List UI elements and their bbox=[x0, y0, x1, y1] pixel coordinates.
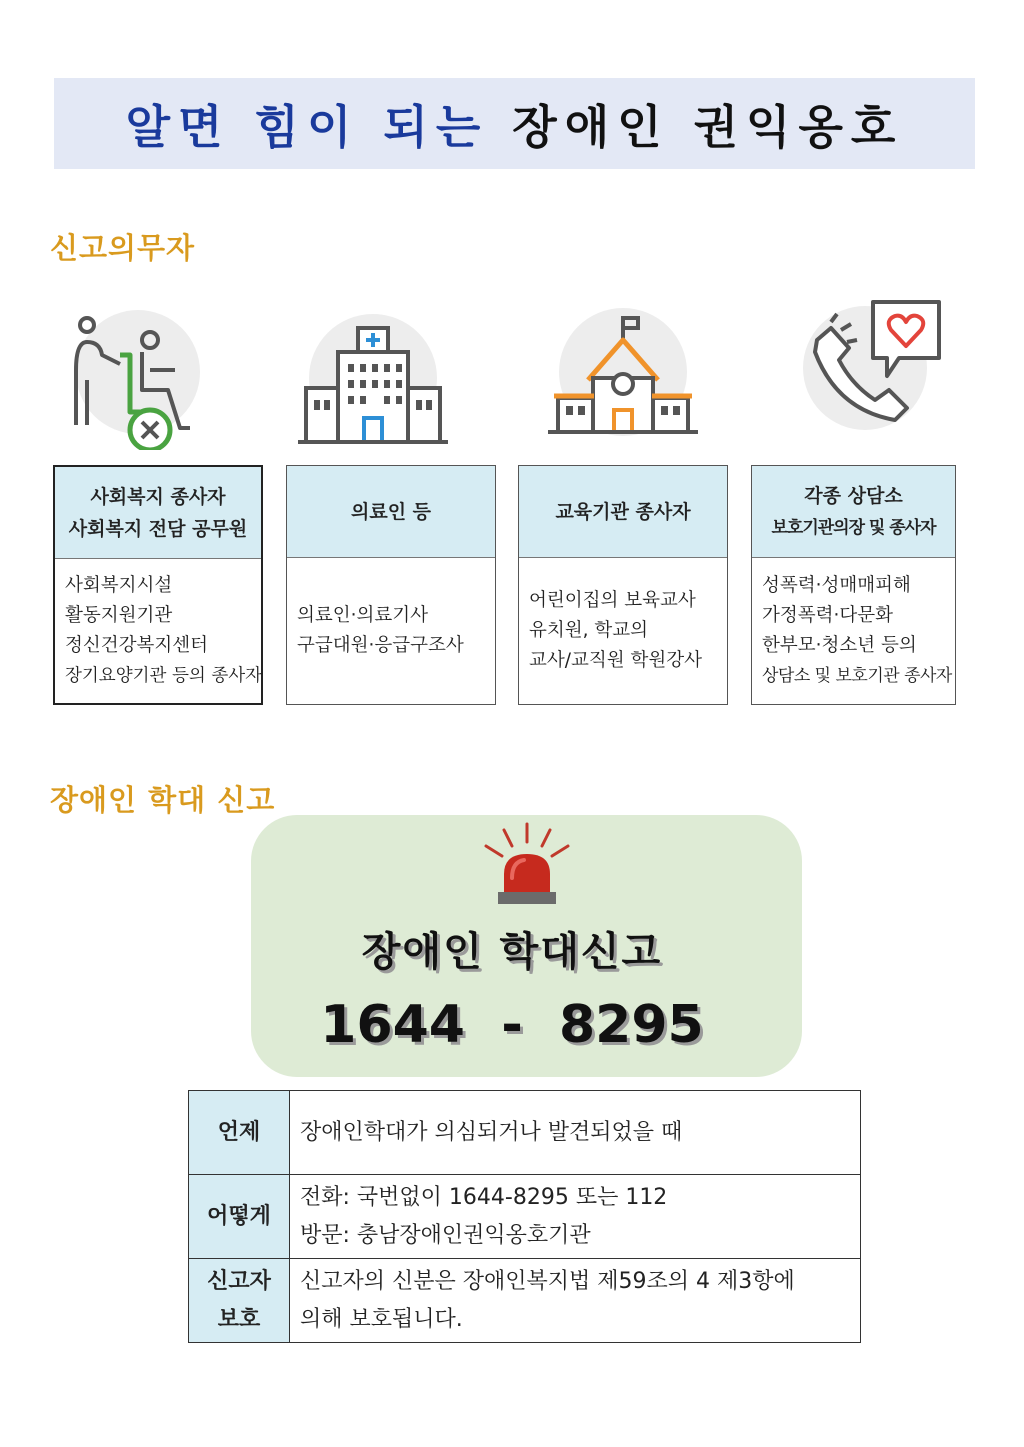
card-title-line: 보호기관의장 및 종사자 bbox=[771, 517, 936, 538]
value-line: 장애인학대가 의심되거나 발견되었을 때 bbox=[300, 1119, 683, 1145]
hotline-number: 1644 - 8295 bbox=[320, 995, 704, 1055]
card-body bbox=[287, 557, 495, 704]
card-title-line: 각종 상담소 bbox=[804, 484, 903, 507]
card-line: 사회복지시설 bbox=[65, 574, 173, 596]
card-line: 장기요양기관 등의 종사자 bbox=[65, 665, 263, 686]
hotline-title: 장애인 학대신고 bbox=[361, 929, 663, 975]
card-title-line: 의료인 등 bbox=[350, 500, 432, 523]
card-line: 의료인·의료기사 bbox=[297, 604, 428, 626]
label-line: 보호 bbox=[217, 1306, 261, 1332]
title-banner bbox=[54, 78, 975, 169]
card-header bbox=[752, 466, 955, 558]
page-title bbox=[126, 91, 904, 157]
card-line: 구급대원·응급구조사 bbox=[297, 634, 464, 656]
card-education bbox=[518, 465, 728, 705]
card-line: 한부모·청소년 등의 bbox=[762, 634, 917, 656]
table-row bbox=[189, 1091, 861, 1175]
section-heading-mandatory-reporters: 신고의무자 bbox=[50, 231, 196, 265]
card-line: 정신건강복지센터 bbox=[65, 634, 208, 656]
row-label-reporter-protection bbox=[189, 1259, 290, 1343]
value-line: 방문: 충남장애인권익옹호기관 bbox=[300, 1222, 591, 1248]
value-line: 의해 보호됩니다. bbox=[300, 1306, 463, 1332]
row-value bbox=[290, 1175, 861, 1259]
row-value bbox=[290, 1091, 861, 1175]
card-social-welfare bbox=[53, 465, 263, 705]
school-icon bbox=[548, 300, 698, 450]
card-body bbox=[519, 557, 727, 704]
card-title-line: 사회복지 전담 공무원 bbox=[68, 517, 248, 540]
card-header bbox=[55, 467, 261, 559]
card-line: 상담소 및 보호기관 종사자 bbox=[762, 665, 952, 686]
card-body bbox=[55, 558, 261, 703]
value-line: 전화: 국번없이 1644-8295 또는 112 bbox=[300, 1184, 668, 1210]
card-line: 성폭력·성매매피해 bbox=[762, 574, 911, 596]
siren-icon bbox=[482, 822, 572, 906]
title-rest: 장애인 권익옹호 bbox=[512, 99, 904, 154]
table-row bbox=[189, 1259, 861, 1343]
report-info-table bbox=[188, 1090, 861, 1343]
card-title-line: 교육기관 종사자 bbox=[555, 500, 691, 523]
table-row bbox=[189, 1175, 861, 1259]
label-line: 신고자 bbox=[207, 1268, 271, 1294]
card-line: 활동지원기관 bbox=[65, 604, 173, 626]
row-label-when: 언제 bbox=[189, 1091, 290, 1175]
row-value bbox=[290, 1259, 861, 1343]
wheelchair-caregiver-icon bbox=[60, 300, 210, 450]
value-line: 신고자의 신분은 장애인복지법 제59조의 4 제3항에 bbox=[300, 1268, 795, 1294]
card-header bbox=[287, 466, 495, 558]
title-highlight: 알면 힘이 되는 bbox=[125, 99, 489, 154]
hospital-icon bbox=[298, 300, 448, 450]
card-line: 가정폭력·다문화 bbox=[762, 604, 893, 626]
card-line: 교사/교직원 학원강사 bbox=[529, 649, 702, 671]
card-line: 유치원, 학교의 bbox=[529, 619, 648, 641]
card-line: 어린이집의 보육교사 bbox=[529, 589, 696, 611]
card-counseling bbox=[751, 465, 956, 705]
phone-heart-icon bbox=[797, 300, 947, 450]
card-header bbox=[519, 466, 727, 558]
card-medical bbox=[286, 465, 496, 705]
row-label-how: 어떻게 bbox=[189, 1175, 290, 1259]
card-title-line: 사회복지 종사자 bbox=[90, 485, 226, 508]
section-heading-abuse-report: 장애인 학대 신고 bbox=[50, 783, 276, 817]
card-body bbox=[752, 557, 955, 704]
